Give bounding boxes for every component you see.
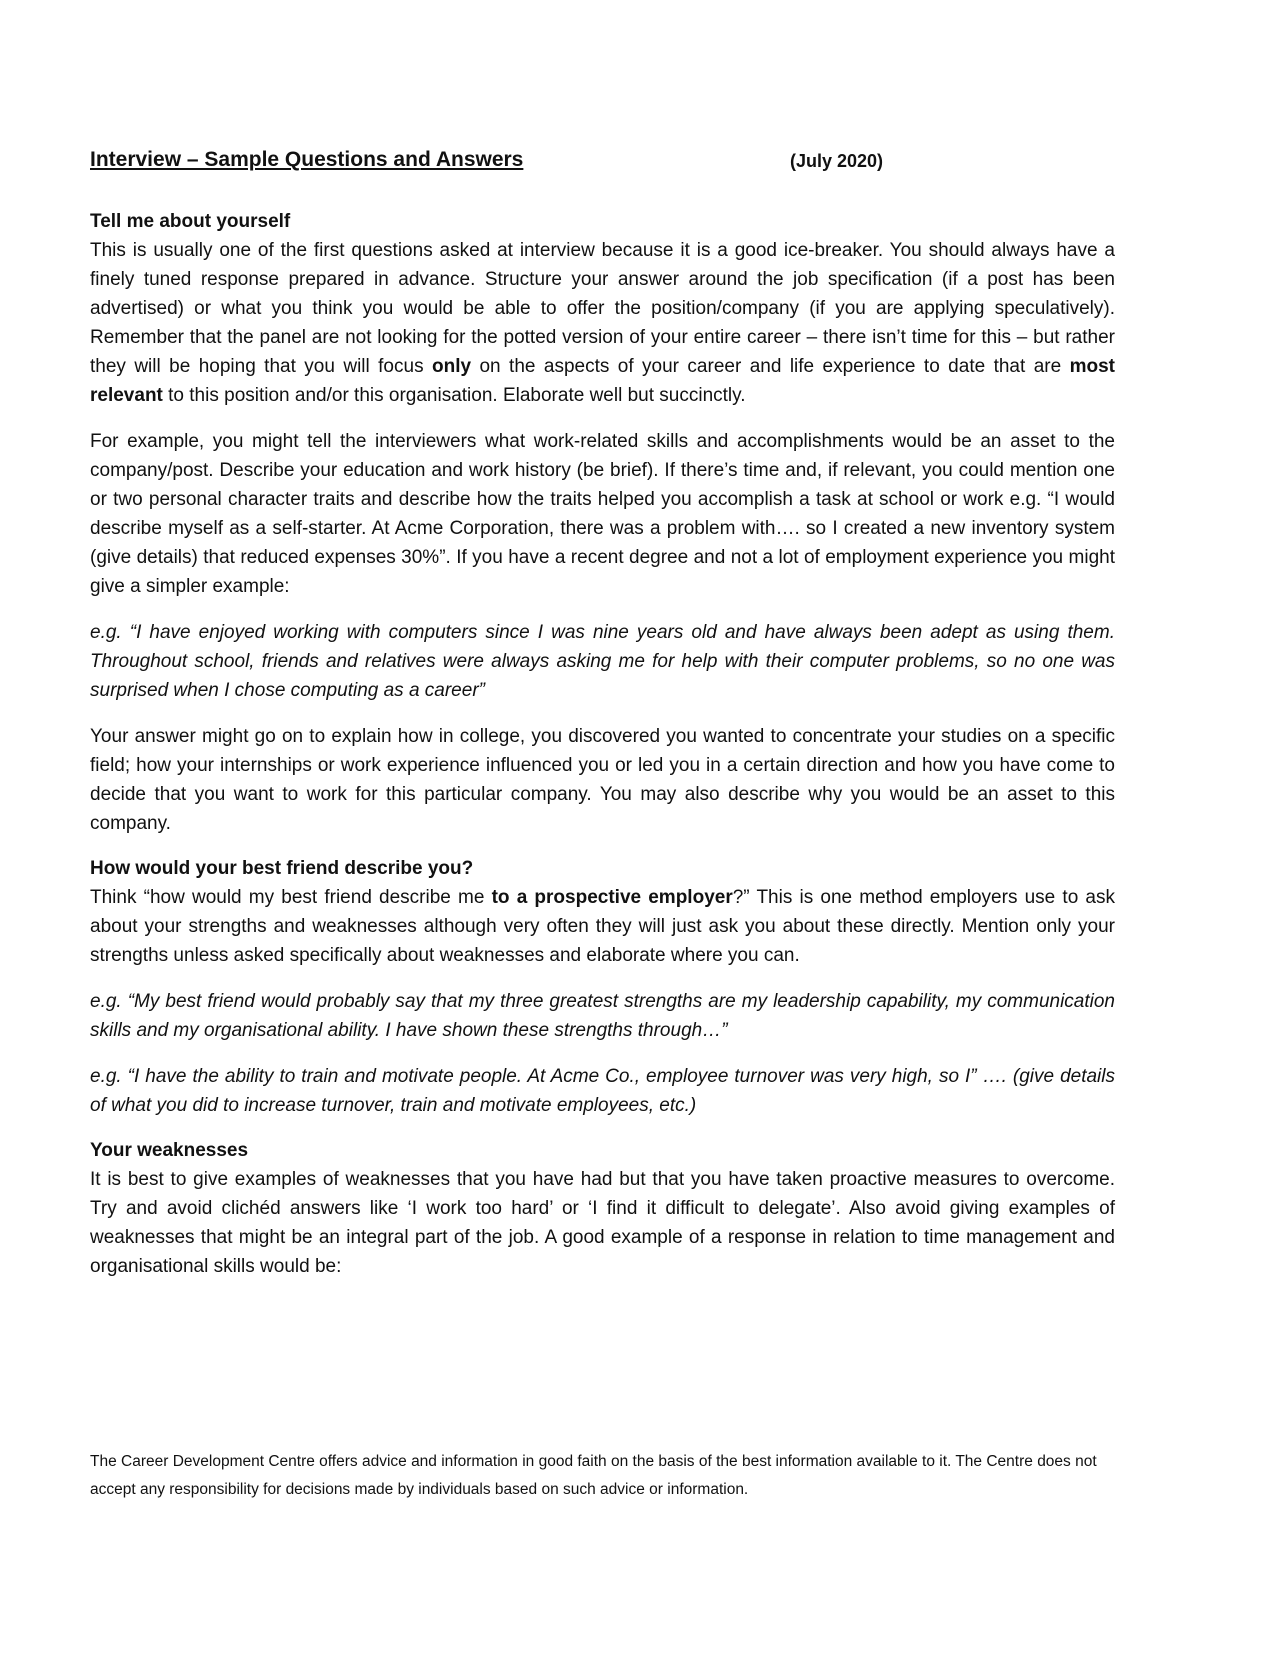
paragraph (90, 236, 1115, 410)
section-heading: How would your best friend describe you? (90, 858, 474, 879)
example-quote: e.g. “I have enjoyed working with computers since I was nine years old and have always been adept as using them. Throughout school, friends and relatives were always asking me for help with their computer problems, so no one was surprised when I chose computing as a career” (90, 622, 1115, 701)
text-run: on the aspects of your career and life experience to date that are (471, 356, 1070, 377)
section-best-friend (90, 855, 1115, 1120)
example-quote: e.g. “My best friend would probably say that my three greatest strengths are my leadership capability, my communication skills and my organisational ability. I have shown these strengths through…” (90, 991, 1115, 1041)
paragraph: Your answer might go on to explain how in college, you discovered you wanted to concentrate your studies on a specific field; how your internships or work experience influenced you or led you in a certain direction and how you have come to decide that you want to work for this particular company. You may also describe why you would be an asset to this company. (90, 726, 1115, 834)
section-heading: Tell me about yourself (90, 211, 291, 232)
paragraph: It is best to give examples of weaknesses that you have had but that you have taken proactive measures to overcome. Try and avoid clichéd answers like ‘I work too hard’ or ‘I find it difficult to delegate’. Also avoid giving examples of weaknesses that might be an integral part of the job. A good example of a response in relation to time management and organisational skills would be: (90, 1169, 1115, 1277)
bold-text: most relevant (90, 356, 1115, 406)
bold-text: only (432, 356, 472, 377)
document-body (90, 148, 1115, 1298)
example-quote: e.g. “I have the ability to train and motivate people. At Acme Co., employee turnover was very high, so I” …. (give details of what you did to increase turnover, train and motivate employees, etc.) (90, 1066, 1115, 1116)
document-title: Interview – Sample Questions and Answers (90, 148, 524, 171)
text-run: ?” This is one method employers use to ask about your strengths and weaknesses although very often they will just ask you about these directly. Mention only your strengths unless asked specifically about weaknesses and elaborate where you can. (90, 887, 1115, 966)
text-run: Think “how would my best friend describe me (90, 887, 492, 908)
document-date: (July 2020) (790, 151, 884, 171)
paragraph (90, 883, 1115, 970)
section-tell-me-about-yourself (90, 208, 1115, 838)
footer-disclaimer: The Career Development Centre offers advice and information in good faith on the basis of the best information available to it. The Centre does not accept any responsibility for decisions made by individuals based on such advice or information. (90, 1453, 1097, 1498)
text-run: to this position and/or this organisation. Elaborate well but succinctly. (162, 385, 746, 406)
section-heading: Your weaknesses (90, 1140, 249, 1161)
bold-text: to a prospective employer (491, 887, 733, 908)
title-row (90, 148, 1115, 178)
text-run: This is usually one of the first questions asked at interview because it is a good ice-breaker. You should always have a finely tuned response prepared in advance. Structure your answer around the job specification (if a post has been advertised) or what you think you would be able to offer the position/company (if you are applying speculatively). Remember that the panel are not looking for the potted version of your entire career – there isn’t time for this – but rather they will be hoping that you will focus (90, 240, 1115, 377)
section-weaknesses (90, 1137, 1115, 1281)
paragraph: For example, you might tell the interviewers what work-related skills and accomplishments would be an asset to the company/post. Describe your education and work history (be brief). If there’s time and, if relevant, you could mention one or two personal character traits and describe how the traits helped you accomplish a task at school or work e.g. “I would describe myself as a self-starter. At Acme Corporation, there was a problem with…. so I created a new inventory system (give details) that reduced expenses 30%”. If you have a recent degree and not a lot of employment experience you might give a simpler example: (90, 431, 1115, 597)
